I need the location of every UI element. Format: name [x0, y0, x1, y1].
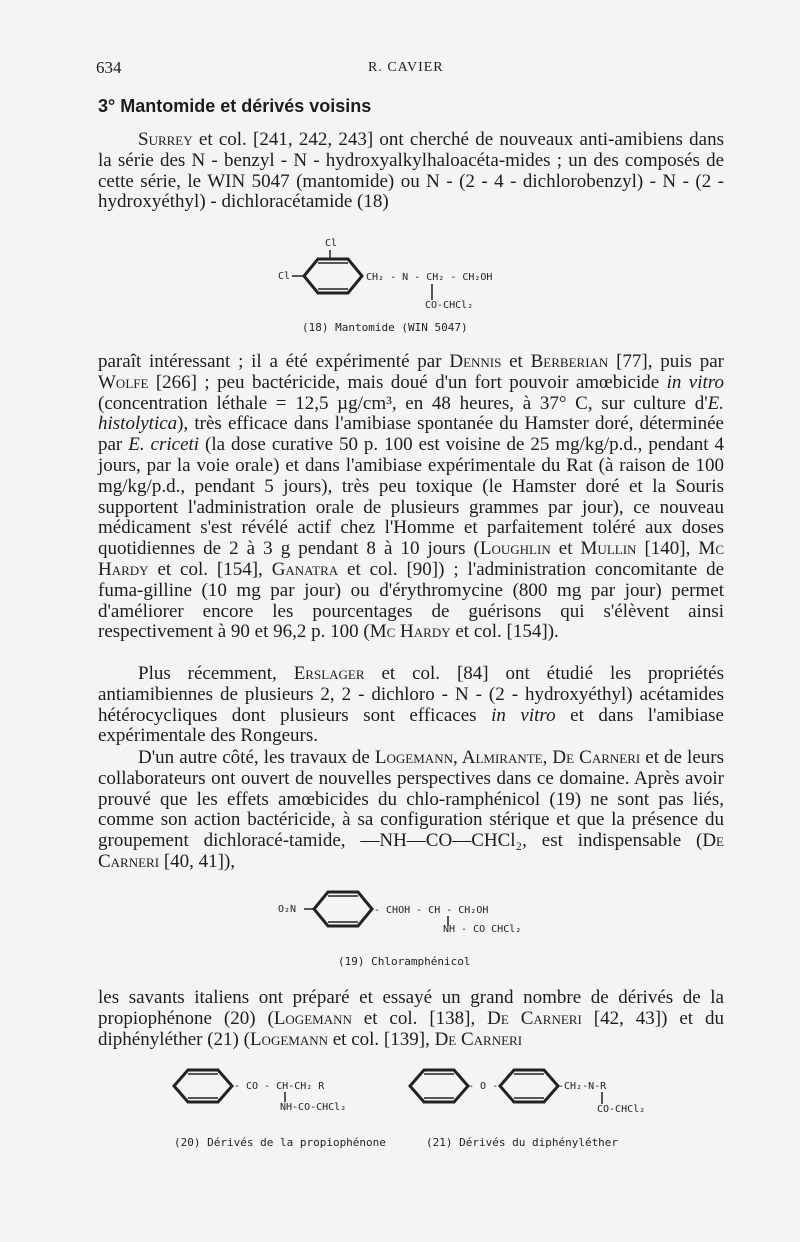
- running-title: R. CAVIER: [368, 60, 444, 75]
- fig19-caption: (19) Chloramphénicol: [338, 955, 471, 968]
- fig20-substituent: NH-CO-CHCl₂: [280, 1102, 347, 1113]
- fig18-cl-top: Cl: [325, 238, 338, 249]
- fig18-chain: CH₂ - N - CH₂ - CH₂OH: [366, 272, 493, 283]
- paragraph-5: les savants italiens ont préparé et essayé un grand nombre de dérivés de la propiophénone (20) (Logemann et col. [138], De Carneri [42, 43]) et du diphényléther (21) (Logemann et col. [139], De Carneri: [98, 987, 724, 1050]
- paragraph-2: paraît intéressant ; il a été expérimenté par Dennis et Berberian [77], puis par Wolfe [266] ; peu bactéricide, mais doué d'un fort pouvoir amœbicide in vitro (concentration léthale = 12,5 µg/cm³, en 48 heures, à 37° C, sur culture d'E. histolytica), très efficace dans l'amibiase spontanée du Hamster doré, déterminée par E. criceti (la dose curative 50 p. 100 est voisine de 25 mg/kg/p.d., pendant 4 jours, par la voie orale) et dans l'amibiase expérimentale du Rat (à raison de 100 mg/kg/p.d., pendant 5 jours), très peu toxique (le Hamster doré et la Souris supportent l'administration orale de plusieurs grammes par jour), ce nouveau médicament s'est révélé actif chez l'Homme et parfaitement toléré aux doses quotidiennes de 2 à 3 g pendant 8 à 10 jours (Loughlin et Mullin [140], Mc Hardy et col. [154], Ganatra et col. [90]) ; l'administration concomitante de fuma-gilline (10 mg par jour) ou d'érythromycine (800 mg par jour) permet d'améliorer encore les pourcentages de guérisons qui s'élèvent ainsi respectivement à 90 et 96,2 p. 100 (Mc Hardy et col. [154]).: [98, 351, 725, 643]
- fig20-caption: (20) Dérivés de la propiophénone: [174, 1136, 386, 1149]
- page-number: 634: [96, 58, 122, 77]
- paragraph-1: Surrey et col. [241, 242, 243] ont cherché de nouveaux anti-amibiens dans la série des N - benzyl - N - hydroxyalkylhaloacéta-mides ; un des composés de cette série, le WIN 5047 (mantomide) ou N - (2 - 4 - dichlorobenzyl) - N - (2 - hydroxyéthyl) - dichloracétamide (18): [98, 129, 724, 213]
- figure-19-chloramphenicol: [268, 882, 578, 974]
- figure-18-mantomide: [250, 234, 570, 338]
- fig20-chain: - CO - CH-CH₂ R: [234, 1081, 325, 1092]
- page-header: [96, 58, 720, 82]
- figure-20-21-derivatives: [160, 1064, 680, 1154]
- fig21-chain: -CH₂-N-R: [558, 1081, 607, 1092]
- fig21-oxygen: - O -: [468, 1081, 499, 1092]
- fig21-caption: (21) Dérivés du diphényléther: [426, 1136, 619, 1149]
- fig21-substituent: CO-CHCl₂: [597, 1104, 646, 1115]
- fig19-left-group: O₂N: [278, 904, 297, 915]
- fig19-substituent: NH - CO CHCl₂: [443, 924, 522, 935]
- fig19-chain: - CHOH - CH - CH₂OH: [374, 905, 489, 916]
- paragraph-4: D'un autre côté, les travaux de Logemann, Almirante, De Carneri et de leurs collaborateurs ont ouvert de nouvelles perspectives dans ce domaine. Après avoir prouvé que les effets amœbicides du chlo-ramphénicol (19) ne sont pas liés, comme son action bactéricide, à sa configuration stérique et que la présence du groupement dichloracé-tamide, —NH—CO—CHCl₂, est indispensable (De Carneri [40, 41]),: [98, 747, 724, 872]
- fig18-caption: (18) Mantomide (WIN 5047): [302, 321, 468, 334]
- fig18-cl-left: Cl: [278, 271, 291, 282]
- section-title: 3° Mantomide et dérivés voisins: [98, 96, 372, 116]
- fig18-substituent: CO-CHCl₂: [425, 300, 474, 311]
- paragraph-3: Plus récemment, Erslager et col. [84] ont étudié les propriétés antiamibiennes de plusieurs 2, 2 - dichloro - N - (2 - hydroxyéthyl) acétamides hétérocycliques dont plusieurs sont efficaces in vitro et dans l'amibiase expérimentale des Rongeurs.: [98, 663, 724, 747]
